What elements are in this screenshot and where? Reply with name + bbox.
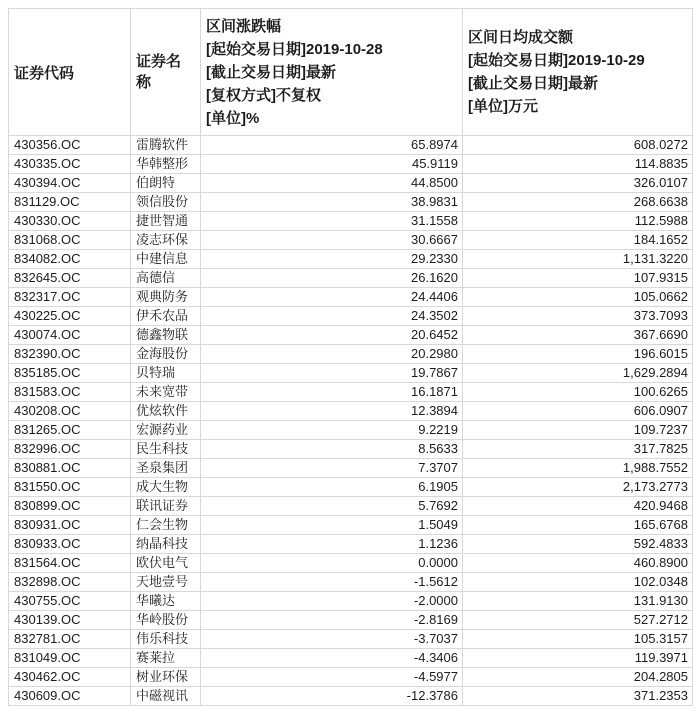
security-name-cell[interactable]: 中磁视讯 [131, 687, 201, 706]
table-row [9, 421, 693, 440]
table-row [9, 155, 693, 174]
security-code-cell[interactable]: 832645.OC [9, 269, 131, 288]
header-pct-change[interactable] [201, 9, 463, 136]
security-code-cell[interactable]: 834082.OC [9, 250, 131, 269]
pct-change-cell[interactable]: -1.5612 [201, 573, 463, 592]
security-name-cell[interactable]: 圣泉集团 [131, 459, 201, 478]
pct-change-cell[interactable]: 24.3502 [201, 307, 463, 326]
table-row [9, 136, 693, 155]
security-code-cell[interactable]: 832317.OC [9, 288, 131, 307]
table-row [9, 269, 693, 288]
security-name-cell[interactable]: 中建信息 [131, 250, 201, 269]
header-pct-change-end-date: [截止交易日期]最新 [206, 63, 336, 81]
pct-change-cell[interactable]: 9.2219 [201, 421, 463, 440]
security-code-cell[interactable]: 832898.OC [9, 573, 131, 592]
pct-change-cell[interactable]: 20.2980 [201, 345, 463, 364]
table-row [9, 649, 693, 668]
security-code-cell[interactable]: 831049.OC [9, 649, 131, 668]
security-code-cell[interactable]: 430225.OC [9, 307, 131, 326]
table-row [9, 288, 693, 307]
security-code-cell[interactable]: 835185.OC [9, 364, 131, 383]
pct-change-cell[interactable]: 29.2330 [201, 250, 463, 269]
header-avg-turnover-unit: [单位]万元 [468, 98, 538, 115]
table-row [9, 383, 693, 402]
security-code-cell[interactable]: 830933.OC [9, 535, 131, 554]
table-row [9, 193, 693, 212]
security-code-cell[interactable]: 832996.OC [9, 440, 131, 459]
security-name-cell[interactable]: 成大生物 [131, 478, 201, 497]
header-pct-change-title: 区间涨跌幅 [206, 17, 282, 35]
table-row [9, 174, 693, 193]
avg-turnover-cell[interactable]: 204.2805 [463, 668, 693, 687]
security-code-cell[interactable]: 430755.OC [9, 592, 131, 611]
pct-change-cell[interactable]: 65.8974 [201, 136, 463, 155]
security-code-cell[interactable]: 430335.OC [9, 155, 131, 174]
pct-change-cell[interactable]: 0.0000 [201, 554, 463, 573]
header-security-name[interactable] [131, 9, 201, 136]
avg-turnover-cell[interactable]: 367.6690 [463, 326, 693, 345]
header-security-code-label: 证券代码 [14, 64, 75, 82]
avg-turnover-cell[interactable]: 2,173.2773 [463, 478, 693, 497]
header-avg-turnover-start-date: [起始交易日期]2019-10-29 [468, 52, 645, 69]
pct-change-cell[interactable]: 1.5049 [201, 516, 463, 535]
security-name-cell[interactable]: 贝特瑞 [131, 364, 201, 383]
table-row [9, 554, 693, 573]
security-code-cell[interactable]: 430139.OC [9, 611, 131, 630]
pct-change-cell[interactable]: 38.9831 [201, 193, 463, 212]
table-row [9, 459, 693, 478]
avg-turnover-cell[interactable]: 109.7237 [463, 421, 693, 440]
security-code-cell[interactable]: 831265.OC [9, 421, 131, 440]
header-pct-change-start-date: [起始交易日期]2019-10-28 [206, 40, 383, 58]
pct-change-cell[interactable]: 24.4406 [201, 288, 463, 307]
security-name-cell[interactable]: 纳晶科技 [131, 535, 201, 554]
pct-change-cell[interactable]: 30.6667 [201, 231, 463, 250]
table-row [9, 364, 693, 383]
security-name-cell[interactable]: 雷腾软件 [131, 136, 201, 155]
table-row [9, 326, 693, 345]
security-code-cell[interactable]: 430330.OC [9, 212, 131, 231]
table-row [9, 440, 693, 459]
table-row [9, 402, 693, 421]
security-name-cell[interactable]: 伟乐科技 [131, 630, 201, 649]
avg-turnover-cell[interactable]: 1,629.2894 [463, 364, 693, 383]
header-avg-turnover-lines [463, 26, 645, 118]
table-row [9, 573, 693, 592]
avg-turnover-cell[interactable]: 1,988.7552 [463, 459, 693, 478]
avg-turnover-cell[interactable]: 114.8835 [463, 155, 693, 174]
security-name-cell[interactable]: 华曦达 [131, 592, 201, 611]
security-name-cell[interactable]: 观典防务 [131, 288, 201, 307]
table-row [9, 307, 693, 326]
security-code-cell[interactable]: 831068.OC [9, 231, 131, 250]
avg-turnover-cell[interactable]: 184.1652 [463, 231, 693, 250]
security-name-cell[interactable]: 欧伏电气 [131, 554, 201, 573]
table-row [9, 611, 693, 630]
security-name-cell[interactable]: 德鑫物联 [131, 326, 201, 345]
avg-turnover-cell[interactable]: 1,131.3220 [463, 250, 693, 269]
header-avg-turnover-end-date: [截止交易日期]最新 [468, 75, 598, 92]
avg-turnover-cell[interactable]: 105.0662 [463, 288, 693, 307]
header-avg-turnover-title: 区间日均成交额 [468, 29, 574, 46]
table-row [9, 478, 693, 497]
pct-change-cell[interactable]: 16.1871 [201, 383, 463, 402]
avg-turnover-cell[interactable]: 102.0348 [463, 573, 693, 592]
avg-turnover-cell[interactable]: 608.0272 [463, 136, 693, 155]
pct-change-cell[interactable]: -4.3406 [201, 649, 463, 668]
pct-change-cell[interactable]: 8.5633 [201, 440, 463, 459]
pct-change-cell[interactable]: -3.7037 [201, 630, 463, 649]
avg-turnover-cell[interactable]: 119.3971 [463, 649, 693, 668]
security-code-cell[interactable]: 831583.OC [9, 383, 131, 402]
security-name-cell[interactable]: 伊禾农品 [131, 307, 201, 326]
table-row [9, 592, 693, 611]
avg-turnover-cell[interactable]: 131.9130 [463, 592, 693, 611]
security-code-cell[interactable]: 430394.OC [9, 174, 131, 193]
security-name-cell[interactable]: 华韩整形 [131, 155, 201, 174]
avg-turnover-cell[interactable]: 527.2712 [463, 611, 693, 630]
pct-change-cell[interactable]: 5.7692 [201, 497, 463, 516]
avg-turnover-cell[interactable]: 592.4833 [463, 535, 693, 554]
header-pct-change-unit: [单位]% [206, 109, 260, 127]
security-name-cell[interactable]: 伯朗特 [131, 174, 201, 193]
security-code-cell[interactable]: 831564.OC [9, 554, 131, 573]
pct-change-cell[interactable]: 19.7867 [201, 364, 463, 383]
avg-turnover-cell[interactable]: 107.9315 [463, 269, 693, 288]
security-code-cell[interactable]: 430074.OC [9, 326, 131, 345]
security-name-cell[interactable]: 赛莱拉 [131, 649, 201, 668]
security-name-cell[interactable]: 凌志环保 [131, 231, 201, 250]
security-name-cell[interactable]: 未来宽带 [131, 383, 201, 402]
security-name-cell[interactable]: 联讯证券 [131, 497, 201, 516]
avg-turnover-cell[interactable]: 373.7093 [463, 307, 693, 326]
security-code-cell[interactable]: 430462.OC [9, 668, 131, 687]
security-code-cell[interactable]: 830899.OC [9, 497, 131, 516]
table-header-row [9, 9, 693, 136]
table-row [9, 231, 693, 250]
pct-change-cell[interactable]: 6.1905 [201, 478, 463, 497]
avg-turnover-cell[interactable]: 420.9468 [463, 497, 693, 516]
security-name-cell[interactable]: 民生科技 [131, 440, 201, 459]
pct-change-cell[interactable]: 7.3707 [201, 459, 463, 478]
security-name-cell[interactable]: 宏源药业 [131, 421, 201, 440]
security-name-cell[interactable]: 天地壹号 [131, 573, 201, 592]
table-row [9, 516, 693, 535]
security-code-cell[interactable]: 830931.OC [9, 516, 131, 535]
pct-change-cell[interactable]: -2.8169 [201, 611, 463, 630]
header-pct-change-adjust: [复权方式]不复权 [206, 86, 321, 104]
avg-turnover-cell[interactable]: 326.0107 [463, 174, 693, 193]
security-name-cell[interactable]: 高德信 [131, 269, 201, 288]
security-code-cell[interactable]: 830881.OC [9, 459, 131, 478]
header-pct-change-lines [201, 15, 383, 130]
table-row [9, 212, 693, 231]
security-name-cell[interactable]: 优炫软件 [131, 402, 201, 421]
avg-turnover-cell[interactable]: 317.7825 [463, 440, 693, 459]
security-name-cell[interactable]: 金海股份 [131, 345, 201, 364]
table-row [9, 630, 693, 649]
avg-turnover-cell[interactable]: 371.2353 [463, 687, 693, 706]
header-avg-turnover[interactable] [463, 9, 693, 136]
table-row [9, 497, 693, 516]
avg-turnover-cell[interactable]: 196.6015 [463, 345, 693, 364]
security-name-cell[interactable]: 捷世智通 [131, 212, 201, 231]
table-row [9, 250, 693, 269]
pct-change-cell[interactable]: 31.1558 [201, 212, 463, 231]
avg-turnover-cell[interactable]: 606.0907 [463, 402, 693, 421]
pct-change-cell[interactable]: -12.3786 [201, 687, 463, 706]
avg-turnover-cell[interactable]: 112.5988 [463, 212, 693, 231]
pct-change-cell[interactable]: 1.1236 [201, 535, 463, 554]
header-security-name-label: 证券名称 [136, 53, 182, 91]
security-code-cell[interactable]: 832390.OC [9, 345, 131, 364]
table-row [9, 687, 693, 706]
security-name-cell[interactable]: 领信股份 [131, 193, 201, 212]
table-row [9, 345, 693, 364]
table-row [9, 668, 693, 687]
pct-change-cell[interactable]: 45.9119 [201, 155, 463, 174]
pct-change-cell[interactable]: 20.6452 [201, 326, 463, 345]
avg-turnover-cell[interactable]: 100.6265 [463, 383, 693, 402]
security-code-cell[interactable]: 831550.OC [9, 478, 131, 497]
security-code-cell[interactable]: 430208.OC [9, 402, 131, 421]
spreadsheet-table [8, 8, 693, 706]
pct-change-cell[interactable]: 26.1620 [201, 269, 463, 288]
security-code-cell[interactable]: 430356.OC [9, 136, 131, 155]
security-code-cell[interactable]: 832781.OC [9, 630, 131, 649]
security-name-cell[interactable]: 树业环保 [131, 668, 201, 687]
security-code-cell[interactable]: 831129.OC [9, 193, 131, 212]
pct-change-cell[interactable]: 44.8500 [201, 174, 463, 193]
header-security-code[interactable] [9, 9, 131, 136]
pct-change-cell[interactable]: -2.0000 [201, 592, 463, 611]
avg-turnover-cell[interactable]: 460.8900 [463, 554, 693, 573]
pct-change-cell[interactable]: -4.5977 [201, 668, 463, 687]
table-row [9, 535, 693, 554]
table-body [9, 136, 693, 706]
security-name-cell[interactable]: 仁会生物 [131, 516, 201, 535]
security-code-cell[interactable]: 430609.OC [9, 687, 131, 706]
avg-turnover-cell[interactable]: 268.6638 [463, 193, 693, 212]
security-name-cell[interactable]: 华岭股份 [131, 611, 201, 630]
avg-turnover-cell[interactable]: 165.6768 [463, 516, 693, 535]
avg-turnover-cell[interactable]: 105.3157 [463, 630, 693, 649]
pct-change-cell[interactable]: 12.3894 [201, 402, 463, 421]
